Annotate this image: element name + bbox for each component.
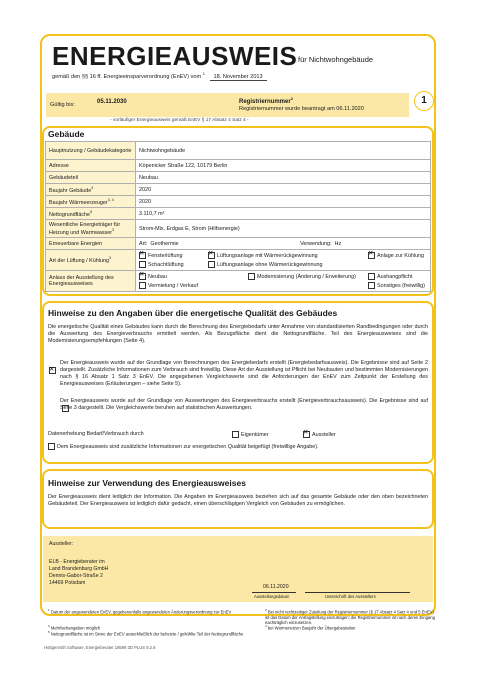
issuer-address-line: Dennis-Gabor-Straße 2: [49, 572, 103, 579]
checkbox-icon: [139, 261, 146, 268]
usage-value: Nichtwohngebäude: [136, 142, 431, 160]
table-row: [46, 172, 431, 184]
reason-option[interactable]: ✕Neubau: [139, 273, 167, 280]
table-row: [46, 238, 431, 250]
construction-year-key: Baujahr Gebäude$^3$: [46, 184, 136, 196]
table-row: [46, 208, 431, 220]
data-basis-label: Datenerhebung Bedarf/Verbrauch durch: [48, 431, 144, 437]
reason-options: [136, 271, 431, 292]
reason-option[interactable]: Vermietung / Verkauf: [139, 282, 198, 289]
table-row: [46, 160, 431, 172]
energy-carrier-key: Wesentliche Energieträger für Heizung und Warmwasser$^3$: [46, 220, 136, 238]
issuer-label: Aussteller:: [49, 541, 74, 547]
floor-area-value: 3.110,7 m²: [136, 208, 431, 220]
checkbox-icon: [368, 282, 375, 289]
provisional-notice: - vorläufiger Energieausweis gemäß EnEV § 17 Absatz 4 Satz 4 -: [110, 118, 249, 123]
table-row: [46, 196, 431, 208]
registration-label: Registriernummer$^2$: [239, 96, 293, 105]
hints-intro: Die energetische Qualität eines Gebäudes kann durch die Berechnung des Energiebedarfs unter Annahme von standardisierten Randbedingungen oder durch die Auswertung des Energieverbrauchs ermittelt werden. Als Bezugsfläche dient die Nettogrundfläche. Teil des Energieausweises sind die Modernisierungsempfehlungen (Seite 4).: [48, 324, 428, 344]
address-key: Adresse: [46, 160, 136, 172]
reason-key: Anlass der Ausstellung des Energieausweises: [46, 271, 136, 292]
issuer-address: [49, 559, 108, 587]
demand-checkbox-icon[interactable]: [49, 367, 56, 374]
issuer-option[interactable]: ✕ Aussteller: [303, 431, 336, 439]
page-number-badge: 1: [414, 91, 434, 111]
signature-label: Unterschrift des Ausstellers: [325, 594, 376, 599]
building-part-value: Neubau: [136, 172, 431, 184]
valid-until-label: Gültig bis:: [50, 102, 75, 108]
ventilation-option[interactable]: Lüftungsanlage ohne Wärmerückgewinnung: [208, 261, 323, 268]
owner-option[interactable]: Eigentümer: [232, 431, 269, 439]
table-row: [46, 184, 431, 196]
table-row: [46, 142, 431, 160]
energy-carrier-value: Strom-Mix, Erdgas E, Strom (Hilfsenergie): [136, 220, 431, 238]
valid-until-value: 05.11.2030: [97, 99, 127, 105]
checkbox-checked-icon: [139, 252, 146, 259]
issuer-address-line: Land Brandenburg GmbH: [49, 565, 109, 572]
renewable-usage: Verwendung: Hz: [300, 240, 342, 247]
additional-info-option[interactable]: Dem Energieausweis sind zusätzliche Informationen zur energetischen Qualität beigefügt (freiwillige Angabe).: [48, 443, 428, 451]
legal-basis-footnote-ref: 1: [202, 71, 205, 76]
issuer-address-line: 14469 Potsdam: [49, 579, 86, 586]
footnote-4: $^4$ bei Wärmenetzen Baujahr der Übergabestation: [265, 624, 356, 631]
renewable-value: Art: Geothermie Verwendung: Hz: [136, 238, 431, 250]
footnote-5: $^5$ Nettogrundfläche ist im Sinne der EnEV ausschließlich der beheizte / gekühlte Teil der Nettogrundfläche: [48, 630, 244, 637]
table-row: [46, 220, 431, 238]
footnote-2: $^2$ Bei nicht rechtzeitiger Zuteilung der Registriernummer (§ 17 Absatz 4 Satz 4 und 5 EnEV) ist das Datum der Antragstellung einzutragen; die Registriernummer ist nach deren Eingang nachträglich einzusetzen.: [265, 608, 435, 625]
heater-year-key: Baujahr Wärmeerzeuger$^{3, 4}$: [46, 196, 136, 208]
issuer-address-line: ELB - Energieberater im: [49, 559, 105, 565]
issue-date-label: Ausstellungsdatum: [254, 594, 290, 599]
legal-basis-text: gemäß den §§ 16 ff. Energieeinsparverordnung (EnEV) vom: [52, 73, 202, 80]
date-line: [252, 592, 296, 593]
ventilation-key: Art der Lüftung / Kühlung$^3$: [46, 250, 136, 271]
reason-option[interactable]: Aushangpflicht: [368, 273, 412, 280]
footnote-3: $^3$ Mehrfachangaben möglich: [48, 624, 101, 631]
renewable-key: Erneuerbare Energien: [46, 238, 136, 250]
table-row: [46, 250, 431, 271]
reason-option[interactable]: Modernisierung (Änderung / Erweiterung): [248, 273, 358, 280]
checkbox-checked-icon: [303, 431, 310, 438]
ventilation-options: [136, 250, 431, 271]
issue-date: 06.11.2020: [263, 584, 289, 590]
checkbox-checked-icon: [139, 273, 146, 280]
demand-option-text: Der Energieausweis wurde auf der Grundlage von Berechnungen des Energiebedarfs erstellt (Energiebedarfsausweis). Die Ergebnisse sind auf Seite 2 dargestellt. Zusätzliche Informationen zum Verbrauch sind freiwillig. Diese Art der Ausstellung ist Pflicht bei Neubauten und bestimmten Modernisierungen nach § 16 Absatz 1 Satz 3 EnEV. Die angegebenen Vergleichswerte sind die Anforderungen der EnEV zum Zeitpunkt der Erstellung des Energieausweises (Erläuterungen – siehe Seite 5).: [60, 360, 428, 387]
legal-basis-line: [52, 71, 267, 81]
software-credit: Hottgenroth Software, Energieberater 18599 3D PLUS 9.2.6: [44, 645, 156, 650]
checkbox-icon: [139, 282, 146, 289]
table-row: [46, 271, 431, 292]
usage-key: Hauptnutzung / Gebäudekategorie: [46, 142, 136, 160]
floor-area-key: Nettogrundfläche$^5$: [46, 208, 136, 220]
checkbox-icon: [368, 273, 375, 280]
checkbox-icon: [248, 273, 255, 280]
document-subtitle: für Nichtwohngebäude: [298, 55, 374, 64]
building-part-key: Gebäudeteil: [46, 172, 136, 184]
building-heading: Gebäude: [48, 129, 85, 139]
consumption-option-text: Der Energieausweis wurde auf der Grundlage von Auswertungen des Energieverbrauchs erstellt (Energieverbrauchsausweis). Die Ergebnisse sind auf Seite 3 dargestellt. Die Vergleichswerte beruhen auf statistischen Auswertungen.: [60, 398, 428, 411]
ventilation-option[interactable]: ✕ Anlage zur Kühlung: [368, 252, 430, 259]
id-bar: [46, 93, 409, 117]
checkbox-icon: [232, 431, 239, 438]
ventilation-option[interactable]: ✕ Lüftungsanlage mit Wärmerückgewinnung: [208, 252, 318, 259]
usage-text: Der Energieausweis dient lediglich der Information. Die Angaben im Energieausweis beziehen sich auf das gesamte Gebäude oder den oben bezeichneten Gebäudeteil. Der Energieausweis ist lediglich dafür gedacht, einen überschlägigen Vergleich von Gebäuden zu ermöglichen.: [48, 494, 428, 507]
footnote-1: $^1$ Datum der angewendeten EnEV, gegebenenfalls angewendeten Änderungsverordnung zur EnEV: [48, 608, 232, 615]
document-title: ENERGIEAUSWEIS: [52, 41, 298, 71]
checkbox-icon: [48, 443, 55, 450]
building-table: [45, 141, 431, 292]
ventilation-option[interactable]: Schachtlüftung: [139, 261, 184, 268]
signature-line: [305, 592, 410, 593]
usage-heading: Hinweise zur Verwendung des Energieausweises: [48, 478, 246, 488]
checkbox-icon: [208, 261, 215, 268]
registration-note: Registriernummer wurde beantragt am 06.11.2020: [239, 106, 364, 112]
hints-heading: Hinweise zu den Angaben über die energetische Qualität des Gebäudes: [48, 308, 338, 318]
enev-date: 18. November 2013: [210, 74, 267, 81]
checkbox-checked-icon: [208, 252, 215, 259]
ventilation-option[interactable]: ✕ Fensterlüftung: [139, 252, 182, 259]
reason-option[interactable]: Sonstiges (freiwillig): [368, 282, 425, 289]
heater-year-value: 2020: [136, 196, 431, 208]
checkbox-checked-icon: [368, 252, 375, 259]
construction-year-value: 2020: [136, 184, 431, 196]
address-value: Köpenicker Straße 122, 10179 Berlin: [136, 160, 431, 172]
